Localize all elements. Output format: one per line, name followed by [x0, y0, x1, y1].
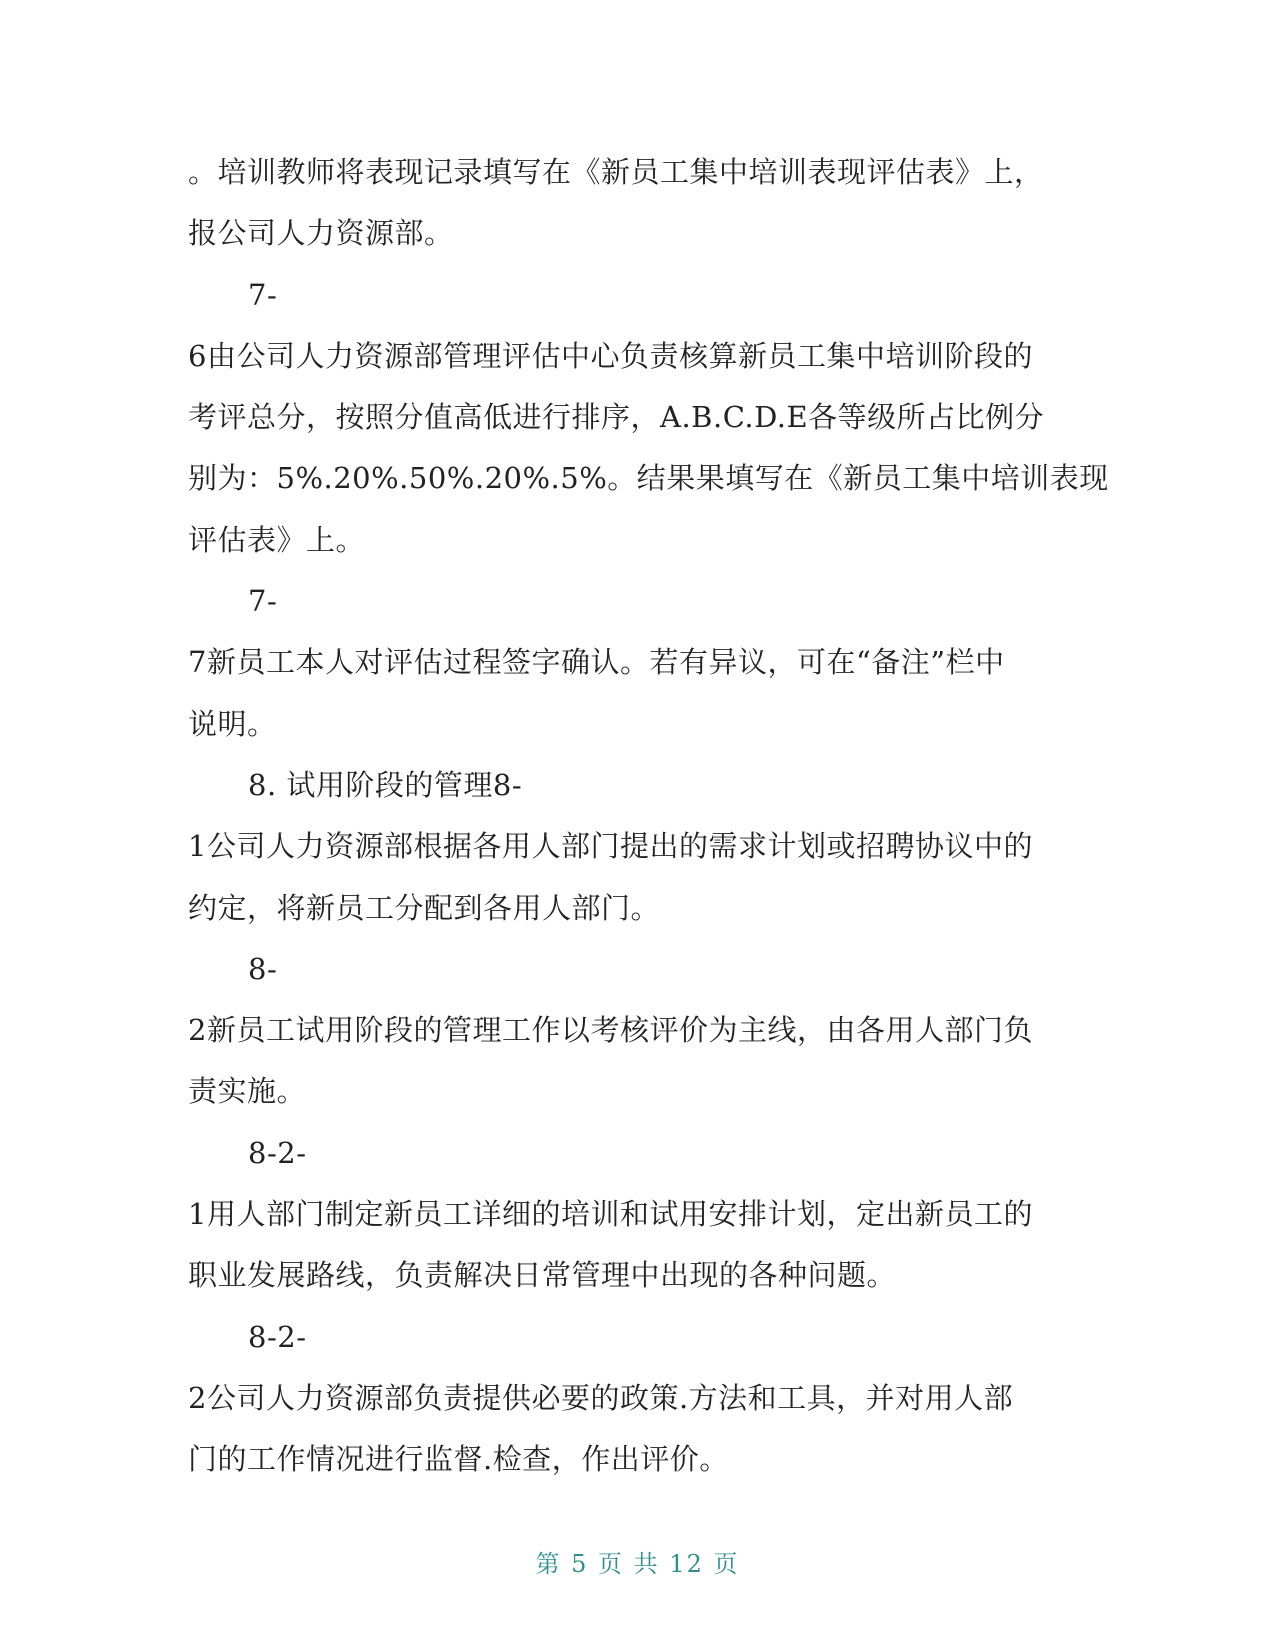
text-line: 说明。: [188, 706, 277, 741]
text-line: 考评总分，按照分值高低进行排序，A.B.C.D.E各等级所占比例分: [188, 400, 1045, 435]
text-line: 8. 试用阶段的管理8-: [248, 767, 523, 802]
text-line: 8-2-: [248, 1135, 307, 1170]
text-line: 7新员工本人对评估过程签字确认。若有异议，可在“备注”栏中: [188, 645, 1005, 680]
text-line: 报公司人力资源部。: [188, 216, 454, 251]
text-line: 约定，将新员工分配到各用人部门。: [188, 890, 661, 925]
page-footer: 第 5 页 共 12 页: [535, 1550, 740, 1578]
text-line: 2新员工试用阶段的管理工作以考核评价为主线，由各用人部门负: [188, 1013, 1033, 1048]
document-body: [188, 142, 1109, 1491]
text-line: 2公司人力资源部负责提供必要的政策.方法和工具，并对用人部: [188, 1380, 1014, 1415]
text-line: 6由公司人力资源部管理评估中心负责核算新员工集中培训阶段的: [188, 338, 1033, 373]
text-line: 1公司人力资源部根据各用人部门提出的需求计划或招聘协议中的: [188, 829, 1033, 864]
text-line: 评估表》上。: [188, 522, 366, 557]
text-line: 1用人部门制定新员工详细的培训和试用安排计划，定出新员工的: [188, 1197, 1033, 1232]
text-line: 7-: [248, 584, 278, 619]
text-line: 8-2-: [248, 1319, 307, 1354]
text-line: 门的工作情况进行监督.检查，作出评价。: [188, 1442, 729, 1477]
text-line: 。培训教师将表现记录填写在《新员工集中培训表现评估表》上，: [188, 155, 1044, 189]
text-line: 别为：5%.20%.50%.20%.5%。结果果填写在《新员工集中培训表现: [188, 461, 1109, 496]
text-line: 职业发展路线，负责解决日常管理中出现的各种问题。: [188, 1258, 897, 1293]
text-line: 8-: [248, 951, 278, 986]
text-line: 7-: [248, 277, 278, 312]
text-line: 责实施。: [188, 1074, 307, 1109]
